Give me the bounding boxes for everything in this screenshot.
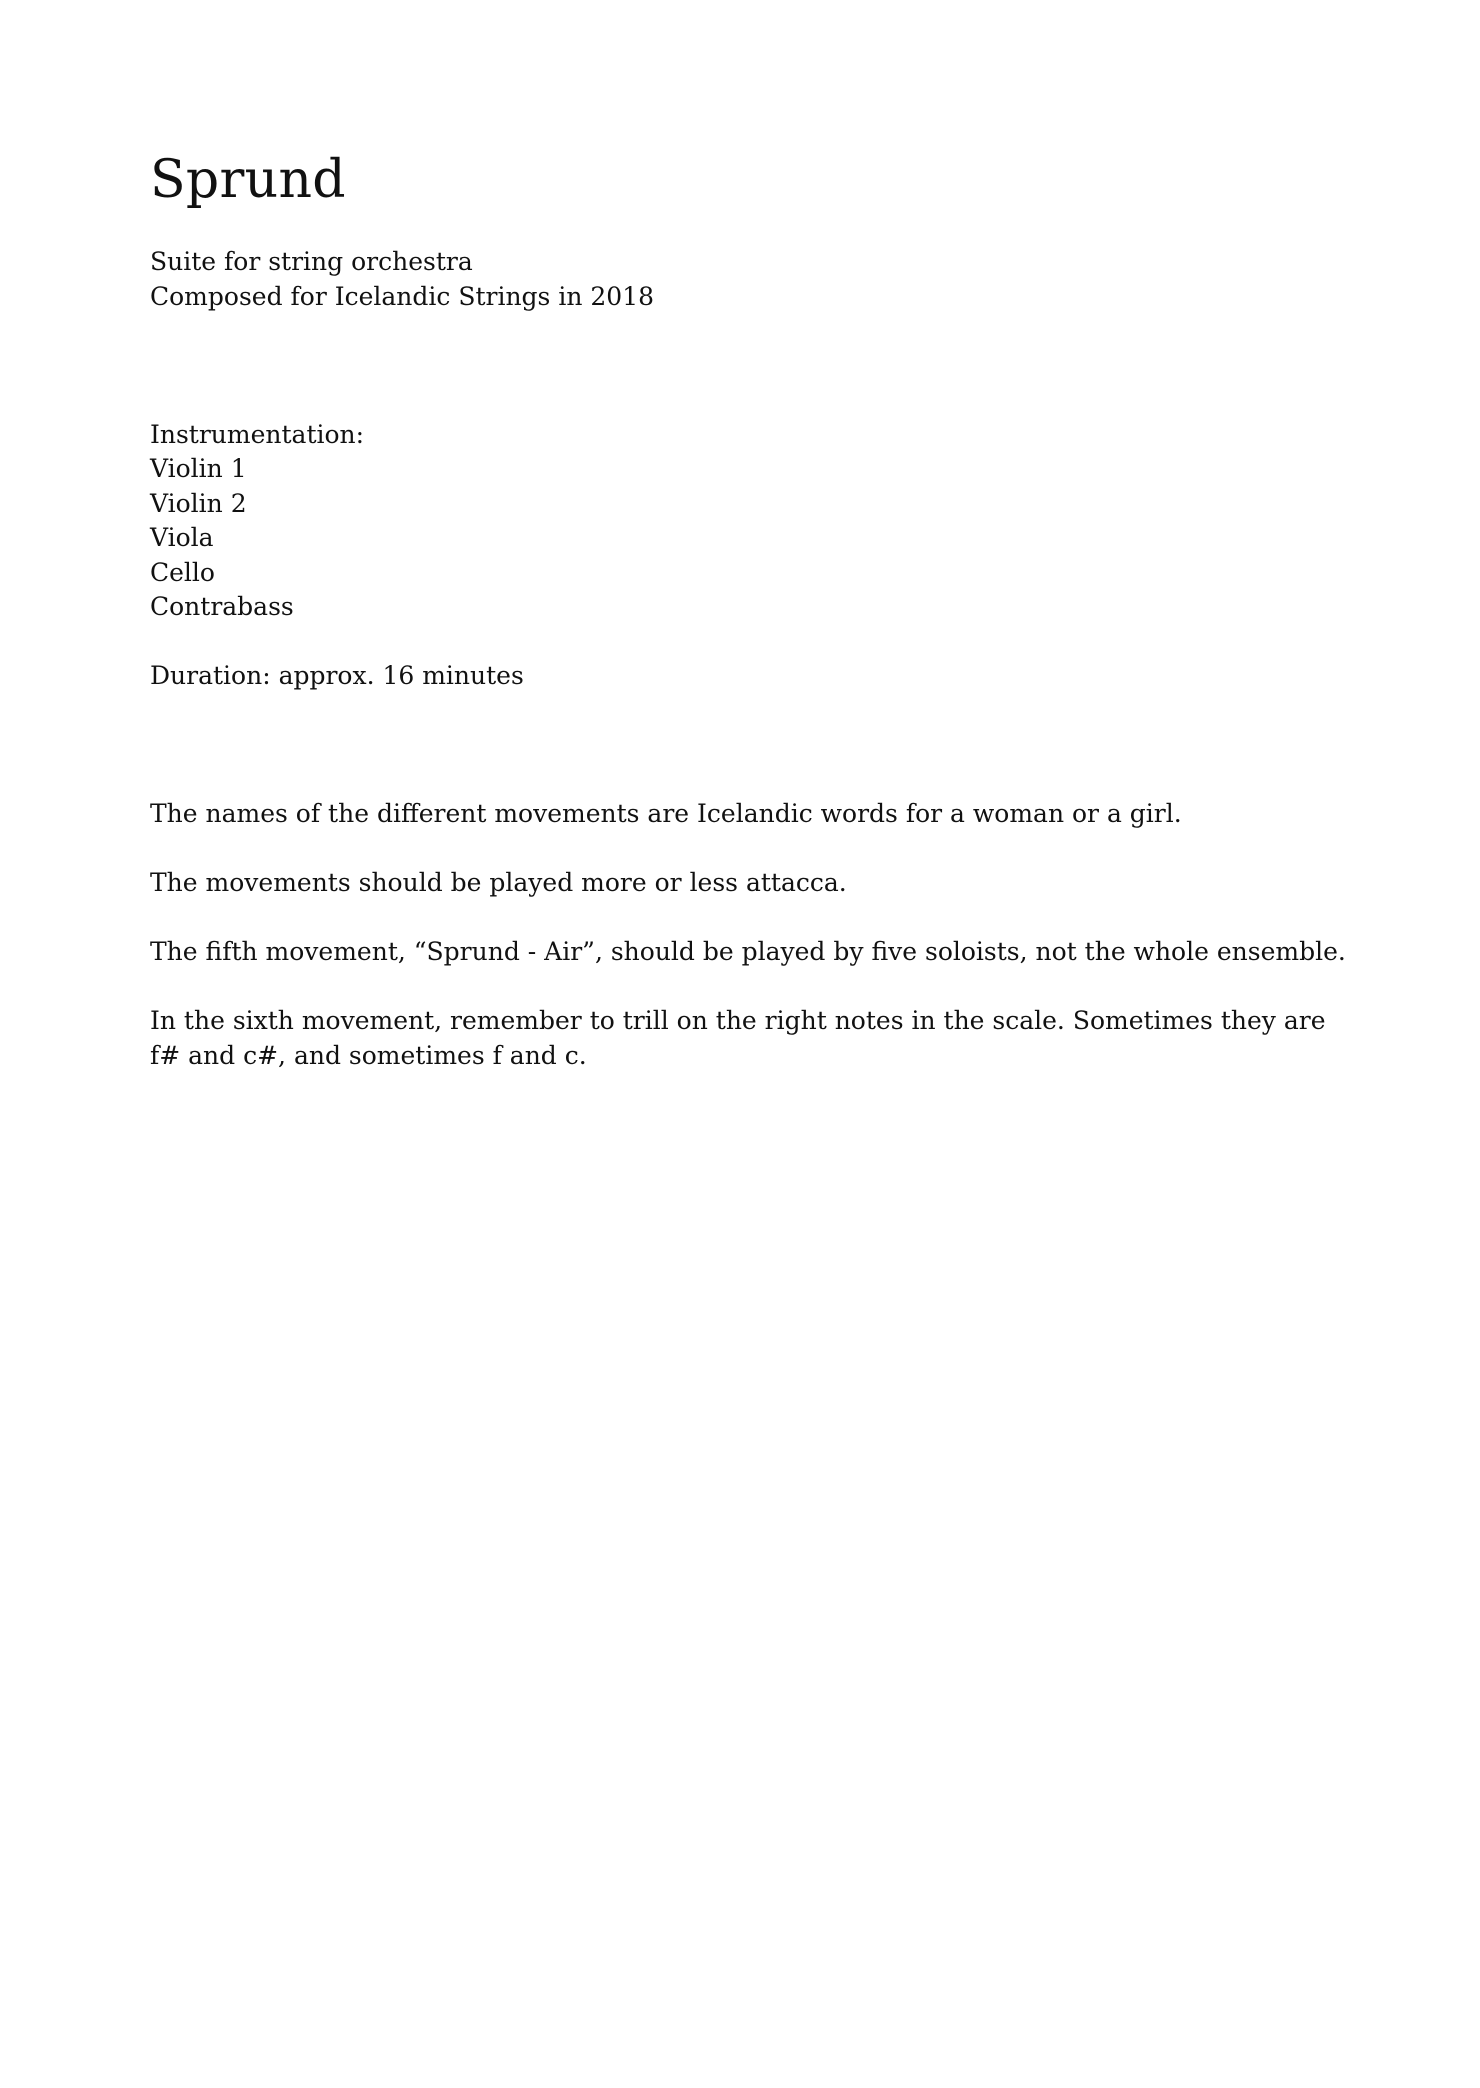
note-paragraph: The names of the different movements are Icelandic words for a woman or a girl. (150, 799, 1182, 828)
document-title: Sprund (150, 150, 346, 210)
note-paragraph: In the sixth movement, remember to trill on the right notes in the scale. Sometimes they are f# and c#, and sometimes f and c. (150, 1006, 1326, 1070)
note-paragraph: The fifth movement, “Sprund - Air”, should be played by five soloists, not the whole ensemble. (150, 937, 1346, 966)
instrument-item: Violin 1 (150, 454, 247, 483)
composition-note: Composed for Icelandic Strings in 2018 (150, 281, 655, 311)
document-content (150, 145, 1350, 1073)
instrument-item: Violin 2 (150, 488, 247, 518)
instrumentation-heading: Instrumentation: (150, 419, 365, 449)
instrument-item: Viola (150, 523, 214, 552)
subtitle-line: Suite for string orchestra (150, 247, 473, 276)
spacer (150, 970, 1350, 1005)
spacer (150, 832, 1350, 867)
instrument-item: Contrabass (150, 592, 294, 621)
duration-text: Duration: approx. 16 minutes (150, 661, 524, 690)
spacer (150, 314, 1350, 418)
spacer (150, 625, 1350, 660)
spacer (150, 694, 1350, 798)
note-paragraph: The movements should be played more or less attacca. (150, 868, 847, 897)
spacer (150, 901, 1350, 936)
instrument-item: Cello (150, 557, 215, 587)
